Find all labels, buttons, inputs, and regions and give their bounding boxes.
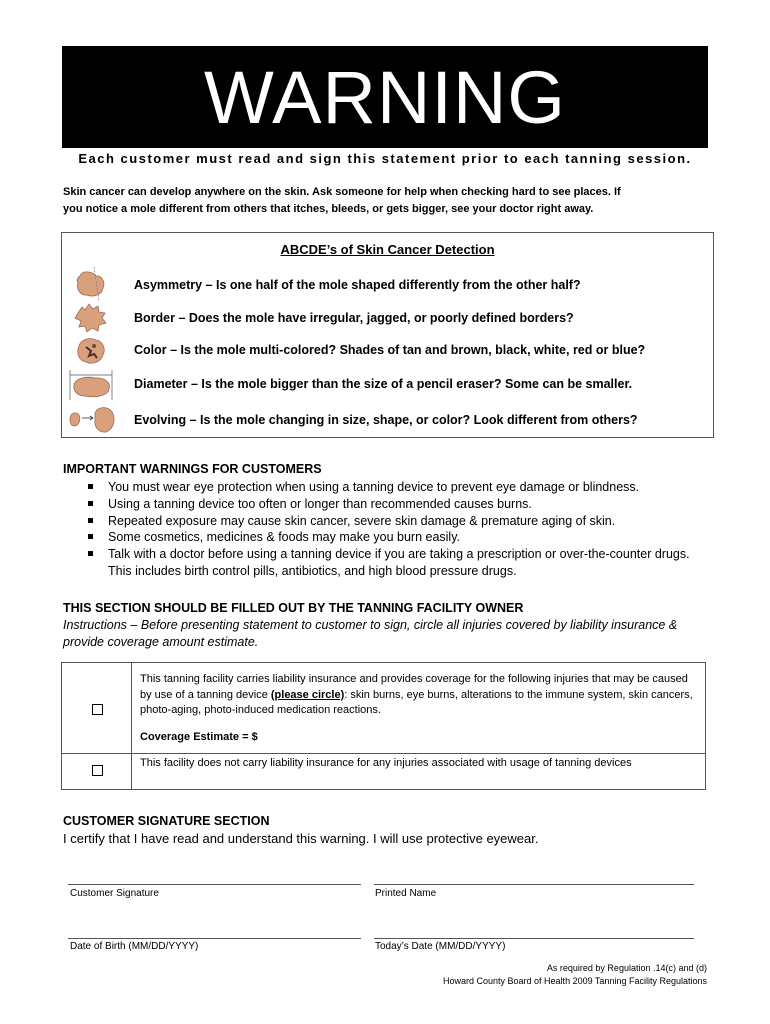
warning-title: WARNING [204,56,566,139]
warning-item: Talk with a doctor before using a tanning device if you are taking a prescription or over-the-counter drugs. This includes birth control pills, antibiotics, and high blood pressure drugs. [88,546,708,580]
insurance-coverage-checkbox[interactable] [92,704,103,715]
abcde-item-color: Color – Is the mole multi-colored? Shades of tan and brown, black, white, red or blue? [134,343,646,357]
no-insurance-checkbox[interactable] [92,765,103,776]
date-of-birth-label: Date of Birth (MM/DD/YYYY) [70,941,199,952]
printed-name-label: Printed Name [375,888,437,899]
todays-date-label: Today’s Date (MM/DD/YYYY) [375,941,506,952]
owner-section-heading: THIS SECTION SHOULD BE FILLED OUT BY THE TANNING FACILITY OWNER [63,601,524,615]
warnings-list [88,479,708,580]
abcde-title: ABCDE’s of Skin Cancer Detection [280,242,495,257]
warning-item: You must wear eye protection when using a tanning device to prevent eye damage or blindness. [88,479,708,496]
subtitle: Each customer must read and sign this statement prior to each tanning session. [78,151,692,166]
warning-item: Using a tanning device too often or longer than recommended causes burns. [88,496,708,513]
customer-signature-label: Customer Signature [70,888,159,899]
abcde-item-evolving: Evolving – Is the mole changing in size, shape, or color? Look different from others? [134,413,638,427]
border-mole-icon [72,301,110,335]
certification-statement: I certify that I have read and understand this warning. I will use protective eyewear. [63,831,539,846]
date-of-birth-line[interactable] [68,938,361,939]
table-divider [131,663,132,789]
footer-board: Howard County Board of Health 2009 Tanning Facility Regulations [443,976,707,986]
warning-item: Repeated exposure may cause skin cancer, severe skin damage & premature aging of skin. [88,513,708,530]
evolving-mole-icon [66,401,118,437]
warning-banner [62,46,708,148]
todays-date-line[interactable] [374,938,694,939]
footer-regulation: As required by Regulation .14(c) and (d) [546,963,707,973]
intro-line-2: you notice a mole different from others that itches, bleeds, or gets bigger, see your doctor right away. [63,203,594,215]
coverage-estimate-label: Coverage Estimate = $ [140,731,258,743]
intro-paragraph [63,184,713,218]
abcde-box [61,232,714,438]
color-mole-icon [72,334,110,368]
abcde-item-asymmetry: Asymmetry – Is one half of the mole shaped differently from the other half? [134,278,581,292]
warnings-heading: IMPORTANT WARNINGS FOR CUSTOMERS [63,462,322,476]
abcde-item-border: Border – Does the mole have irregular, jagged, or poorly defined borders? [134,311,574,325]
abcde-item-diameter: Diameter – Is the mole bigger than the size of a pencil eraser? Some can be smaller. [134,377,633,391]
asymmetry-mole-icon [72,266,110,302]
insurance-coverage-text: This tanning facility carries liability insurance and provides coverage for the following injuries that may be caused by use of a tanning device (please circle): skin burns, eye burns, alterations to the immune system, skin cancers, photo-aging, photo-induced medication reactions. [140,673,693,716]
diameter-mole-icon [65,367,117,403]
warning-item: Some cosmetics, medicines & foods may make you burn easily. [88,529,708,546]
no-insurance-text: This facility does not carry liability insurance for any injuries associated with usage of tanning devices [140,757,632,769]
signature-section-heading: CUSTOMER SIGNATURE SECTION [63,814,270,828]
please-circle-emphasis: (please circle) [270,688,345,701]
owner-instructions: Instructions – Before presenting statement to customer to sign, circle all injuries covered by liability insurance & provide coverage amount estimate. [63,618,678,649]
table-divider [62,753,705,754]
insurance-table [61,662,706,790]
customer-signature-line[interactable] [68,884,361,885]
intro-line-1: Skin cancer can develop anywhere on the skin. Ask someone for help when checking hard to see places. If [63,186,621,198]
printed-name-line[interactable] [374,884,694,885]
